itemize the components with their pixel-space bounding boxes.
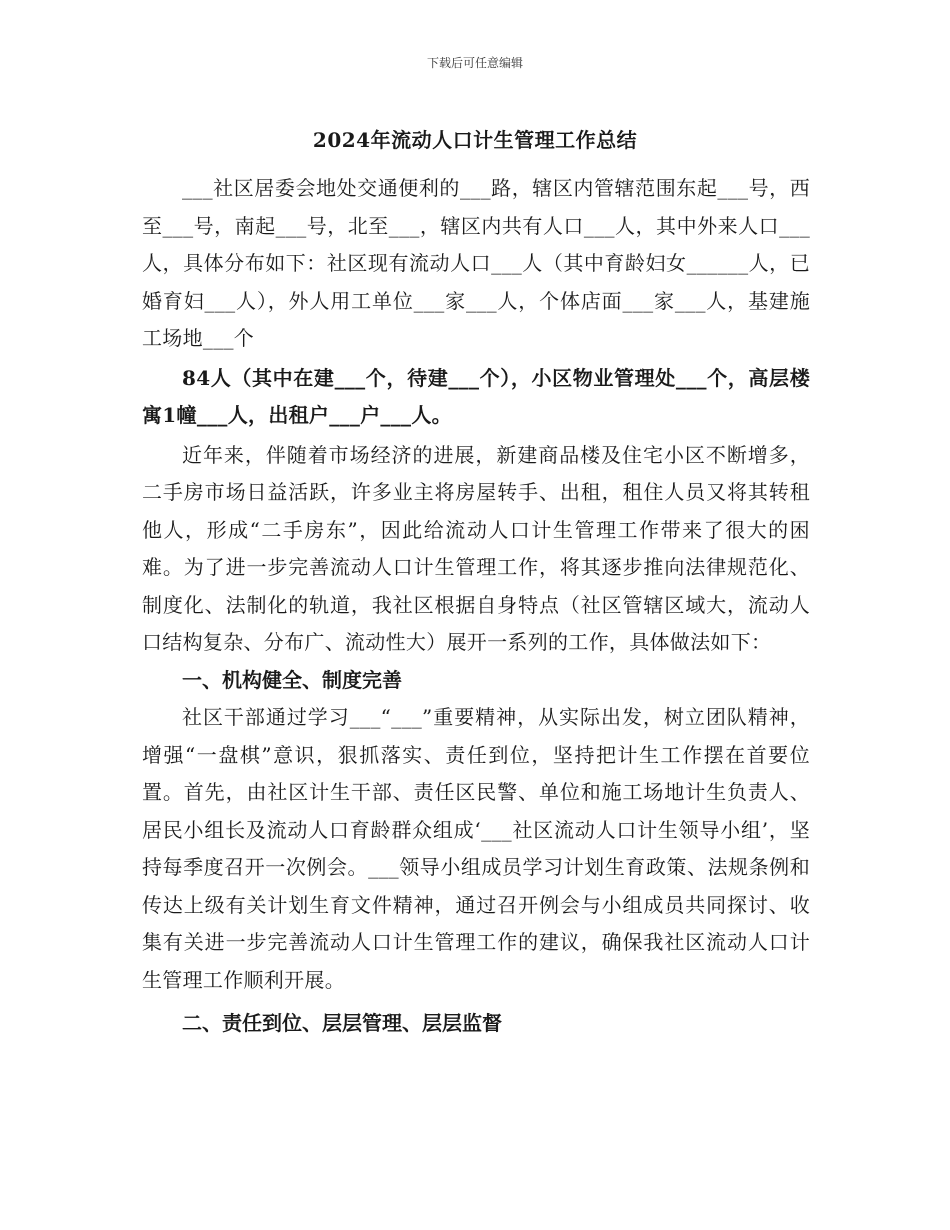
paragraph-organization: 社区干部通过学习___“___”重要精神，从实际出发，树立团队精神，增强“一盘棋”意识，狠抓落实、责任到位，坚持把计生工作摆在首要位置。首先，由社区计生干部、责任区民警、单位和施工场地计生负责人、居民小组长及流动人口育龄群众组成‘___社区流动人口计生领导小组’，坚持每季度召开一次例会。___领导小组成员学习计划生育政策、法规条例和传达上级有关计划生育文件精神，通过召开例会与小组成员共同探讨、收集有关进一步完善流动人口计生管理工作的建议，确保我社区流动人口计生管理工作顺利开展。 [142, 705, 810, 992]
paragraph-community-overview: ___社区居委会地处交通便利的___路，辖区内管辖范围东起___号，西至___号，南起___号，北至___，辖区内共有人口___人，其中外来人口___人，具体分布如下：社区现有流动人口___人（其中育龄妇女______人，已婚育妇___人），外人用工单位___家___人，个体店面___家___人，基建施工场地___个 [142, 176, 810, 350]
paragraph-background: 近年来，伴随着市场经济的进展，新建商品楼及住宅小区不断增多，二手房市场日益活跃，许多业主将房屋转手、出租，租住人员又将其转租他人，形成“二手房东”，因此给流动人口计生管理工作带来了很大的困难。为了进一步完善流动人口计生管理工作，将其逐步推向法律规范化、制度化、法制化的轨道，我社区根据自身特点（社区管辖区域大，流动人口结构复杂、分布广、流动性大）展开一系列的工作，具体做法如下： [142, 442, 810, 654]
document-body [142, 170, 810, 1043]
section-heading-2: 二、责任到位、层层管理、层层监督 [182, 1011, 502, 1035]
document-title: 2024年流动人口计生管理工作总结 [312, 128, 638, 152]
paragraph-statistics: 84人（其中在建___个，待建___个），小区物业管理处___个，高层楼寓1幢___人，出租户___户___人。 [142, 365, 810, 427]
section-heading-1: 一、机构健全、制度完善 [182, 667, 402, 692]
header-note: 下载后可任意编辑 [426, 56, 523, 70]
